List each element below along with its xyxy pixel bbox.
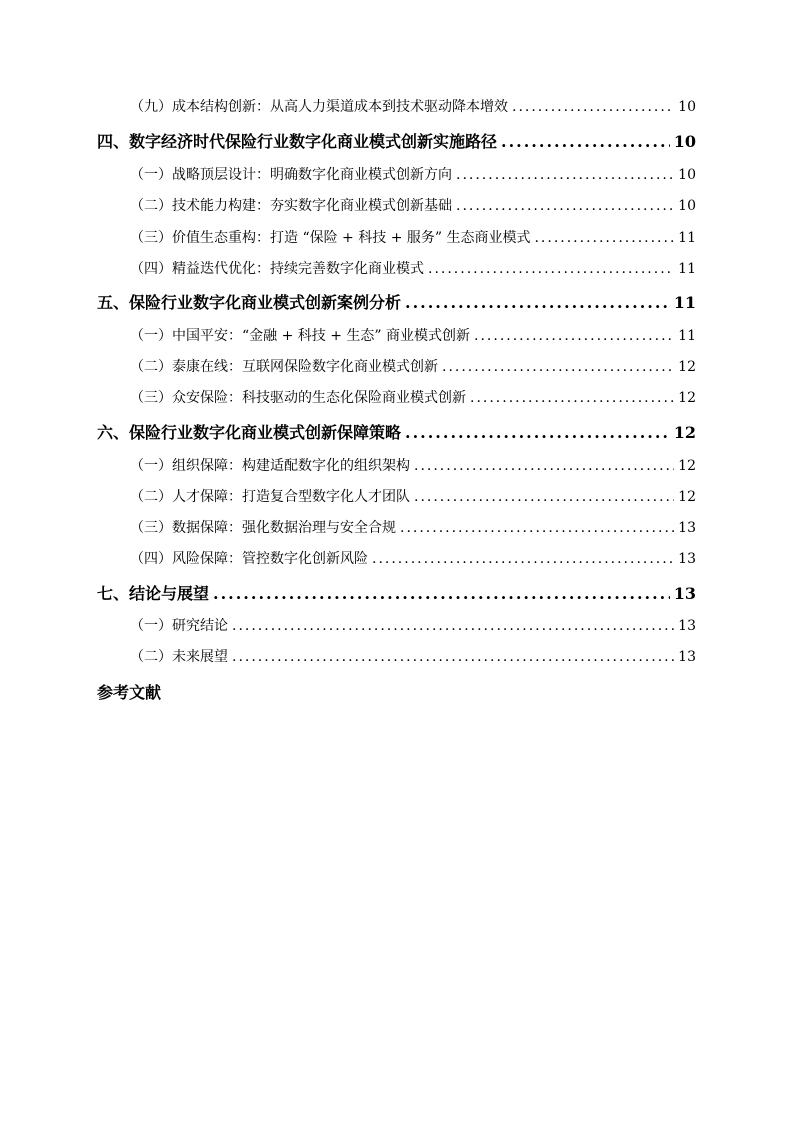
toc-entry-title: （二）技术能力构建：夯实数字化商业模式创新基础 bbox=[130, 198, 452, 214]
toc-entry-page: 13 bbox=[678, 520, 696, 536]
toc-chapter-page: 13 bbox=[673, 584, 696, 603]
toc-chapter-page: 12 bbox=[673, 423, 696, 442]
toc-chapter-title: 六、保险行业数字化商业模式创新保障策略 bbox=[97, 423, 402, 442]
toc-entry-page: 10 bbox=[678, 198, 696, 214]
toc-chapter[interactable] bbox=[97, 290, 696, 312]
toc-dot-leader bbox=[405, 423, 670, 442]
toc-entry-page: 12 bbox=[678, 390, 696, 406]
toc-entry-page: 11 bbox=[678, 261, 696, 277]
toc-chapter[interactable] bbox=[97, 420, 696, 442]
toc-dot-leader bbox=[428, 261, 674, 277]
toc-entry-title: （一）组织保障：构建适配数字化的组织架构 bbox=[130, 458, 410, 474]
toc-entry-title: （一）中国平安：“金融 + 科技 + 生态” 商业模式创新 bbox=[130, 328, 471, 344]
toc-entry-title: （四）精益迭代优化：持续完善数字化商业模式 bbox=[130, 261, 424, 277]
toc-entry[interactable] bbox=[130, 227, 696, 247]
toc-dot-leader bbox=[232, 618, 674, 634]
toc-entry-page: 11 bbox=[678, 230, 696, 246]
toc-chapter[interactable] bbox=[97, 129, 696, 151]
toc-entry-page: 12 bbox=[678, 359, 696, 375]
toc-dot-leader bbox=[470, 390, 674, 406]
toc-entry[interactable] bbox=[130, 646, 696, 666]
toc-entry[interactable] bbox=[130, 164, 696, 184]
toc-dot-leader bbox=[501, 132, 670, 151]
toc-chapter-page: 11 bbox=[673, 293, 696, 312]
toc-entry-title: （一）战略顶层设计：明确数字化商业模式创新方向 bbox=[130, 167, 452, 183]
toc-entry-page: 12 bbox=[678, 458, 696, 474]
toc-entry[interactable] bbox=[130, 517, 696, 537]
toc-entry-page: 13 bbox=[678, 649, 696, 665]
toc-entry-title: （九）成本结构创新：从高人力渠道成本到技术驱动降本增效 bbox=[130, 99, 508, 115]
toc-chapter-title: 四、数字经济时代保险行业数字化商业模式创新实施路径 bbox=[97, 132, 498, 151]
toc-entry-page: 13 bbox=[678, 618, 696, 634]
toc-entry[interactable] bbox=[130, 548, 696, 568]
toc-dot-leader bbox=[213, 584, 670, 603]
toc-dot-leader bbox=[534, 230, 674, 246]
toc-entry-title: （二）未来展望 bbox=[130, 649, 228, 665]
toc-entry[interactable] bbox=[130, 96, 696, 116]
toc-dot-leader bbox=[232, 649, 674, 665]
toc-chapter[interactable] bbox=[97, 581, 696, 603]
toc-entry[interactable] bbox=[130, 455, 696, 475]
toc-dot-leader bbox=[456, 167, 674, 183]
toc-dot-leader bbox=[400, 520, 674, 536]
toc-entry-page: 10 bbox=[678, 99, 696, 115]
toc-entry[interactable] bbox=[130, 195, 696, 215]
toc-entry-title: （三）众安保险：科技驱动的生态化保险商业模式创新 bbox=[130, 390, 466, 406]
toc-entry[interactable] bbox=[130, 387, 696, 407]
toc-entry[interactable] bbox=[130, 325, 696, 345]
toc-chapter-title: 五、保险行业数字化商业模式创新案例分析 bbox=[97, 293, 402, 312]
toc-chapter-title: 七、结论与展望 bbox=[97, 584, 210, 603]
references-heading[interactable]: 参考文献 bbox=[97, 683, 162, 702]
toc-dot-leader bbox=[414, 489, 674, 505]
toc-entry-page: 13 bbox=[678, 551, 696, 567]
toc-entry-page: 10 bbox=[678, 167, 696, 183]
toc-entry-page: 12 bbox=[678, 489, 696, 505]
toc-entry-title: （三）价值生态重构：打造 “保险 + 科技 + 服务” 生态商业模式 bbox=[130, 230, 531, 246]
toc-entry-title: （二）泰康在线：互联网保险数字化商业模式创新 bbox=[130, 359, 438, 375]
toc-entry-title: （二）人才保障：打造复合型数字化人才团队 bbox=[130, 489, 410, 505]
toc-entry-title: （一）研究结论 bbox=[130, 618, 228, 634]
toc-chapter-page: 10 bbox=[673, 132, 696, 151]
toc-entry-title: （三）数据保障：强化数据治理与安全合规 bbox=[130, 520, 396, 536]
toc-entry[interactable] bbox=[130, 356, 696, 376]
toc-entry-title: （四）风险保障：管控数字化创新风险 bbox=[130, 551, 368, 567]
toc-dot-leader bbox=[405, 293, 670, 312]
toc-entry-page: 11 bbox=[678, 328, 696, 344]
toc-entry[interactable] bbox=[130, 258, 696, 278]
toc-dot-leader bbox=[414, 458, 674, 474]
toc-entry[interactable] bbox=[130, 615, 696, 635]
toc-dot-leader bbox=[372, 551, 674, 567]
toc-dot-leader bbox=[456, 198, 674, 214]
toc-dot-leader bbox=[442, 359, 674, 375]
toc-dot-leader bbox=[512, 99, 674, 115]
toc-entry[interactable] bbox=[130, 486, 696, 506]
toc-dot-leader bbox=[474, 328, 674, 344]
